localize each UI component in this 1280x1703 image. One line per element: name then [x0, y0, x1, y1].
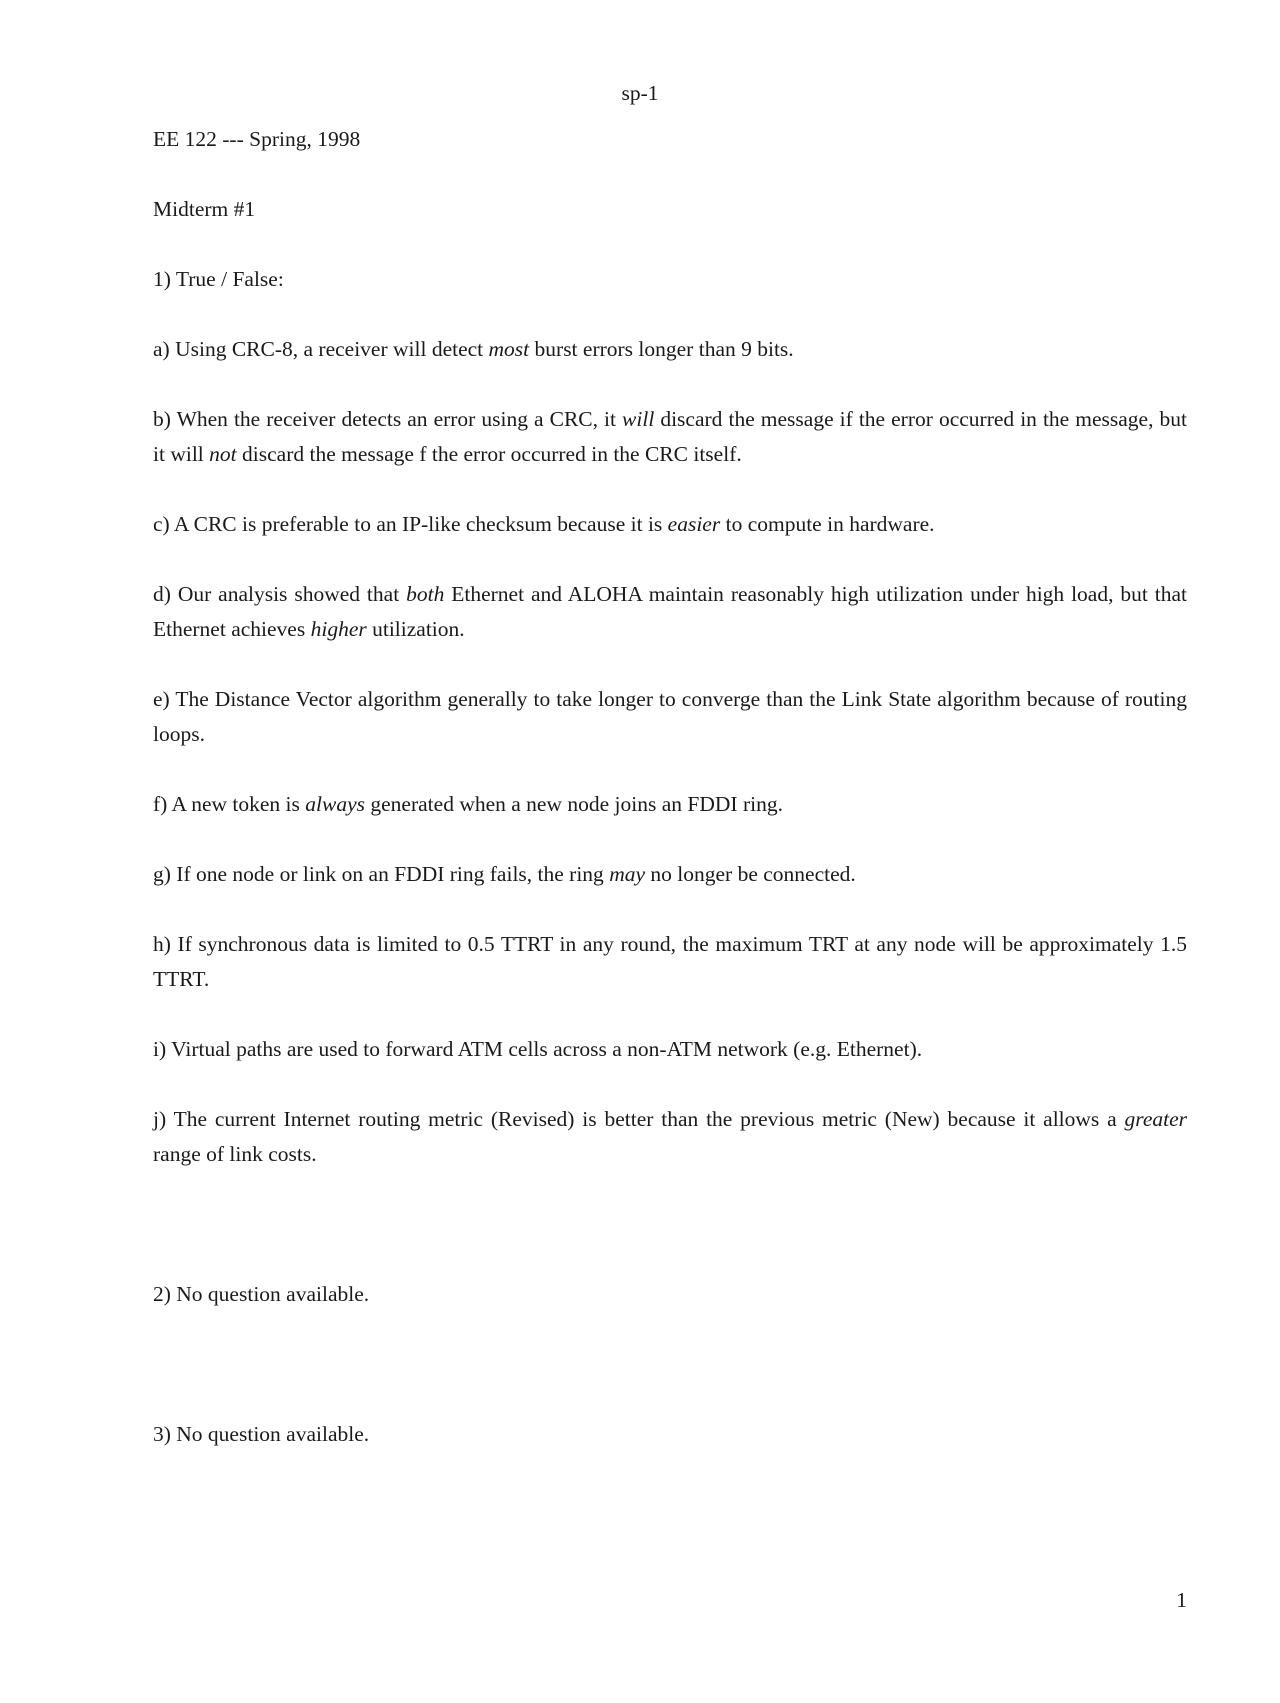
spacer	[153, 1347, 1187, 1417]
question-item-c: c) A CRC is preferable to an IP-like checksum because it is easier to compute in hardware.	[153, 512, 935, 536]
section3-text: 3) No question available.	[153, 1422, 370, 1446]
question-item-b: b) When the receiver detects an error using a CRC, it will discard the message if the error occurred in the message, but it will not discard the message f the error occurred in the CRC itself.	[153, 407, 1187, 466]
section1-heading: 1) True / False:	[153, 267, 284, 291]
course-line: EE 122 --- Spring, 1998	[153, 127, 361, 151]
question-item-a: a) Using CRC-8, a receiver will detect most burst errors longer than 9 bits.	[153, 337, 794, 361]
question-item-g: g) If one node or link on an FDDI ring fails, the ring may no longer be connected.	[153, 862, 856, 886]
page-number: 1	[1176, 1588, 1187, 1612]
section2-text: 2) No question available.	[153, 1282, 370, 1306]
question-item-f: f) A new token is always generated when a new node joins an FDDI ring.	[153, 792, 783, 816]
running-head: sp-1	[621, 81, 659, 105]
question-item-d: d) Our analysis showed that both Ethernet and ALOHA maintain reasonably high utilization under high load, but that Ethernet achieves higher utilization.	[153, 582, 1187, 641]
question-item-i: i) Virtual paths are used to forward ATM cells across a non-ATM network (e.g. Ethernet).	[153, 1037, 923, 1061]
question-item-e: e) The Distance Vector algorithm generally to take longer to converge than the Link State algorithm because of routing loops.	[153, 687, 1187, 746]
question-item-h: h) If synchronous data is limited to 0.5 TTRT in any round, the maximum TRT at any node will be approximately 1.5 TTRT.	[153, 932, 1187, 991]
spacer	[153, 1207, 1187, 1277]
exam-title: Midterm #1	[153, 197, 256, 221]
question-item-j: j) The current Internet routing metric (Revised) is better than the previous metric (New) because it allows a greater range of link costs.	[153, 1107, 1187, 1166]
document-body	[153, 122, 1187, 1487]
